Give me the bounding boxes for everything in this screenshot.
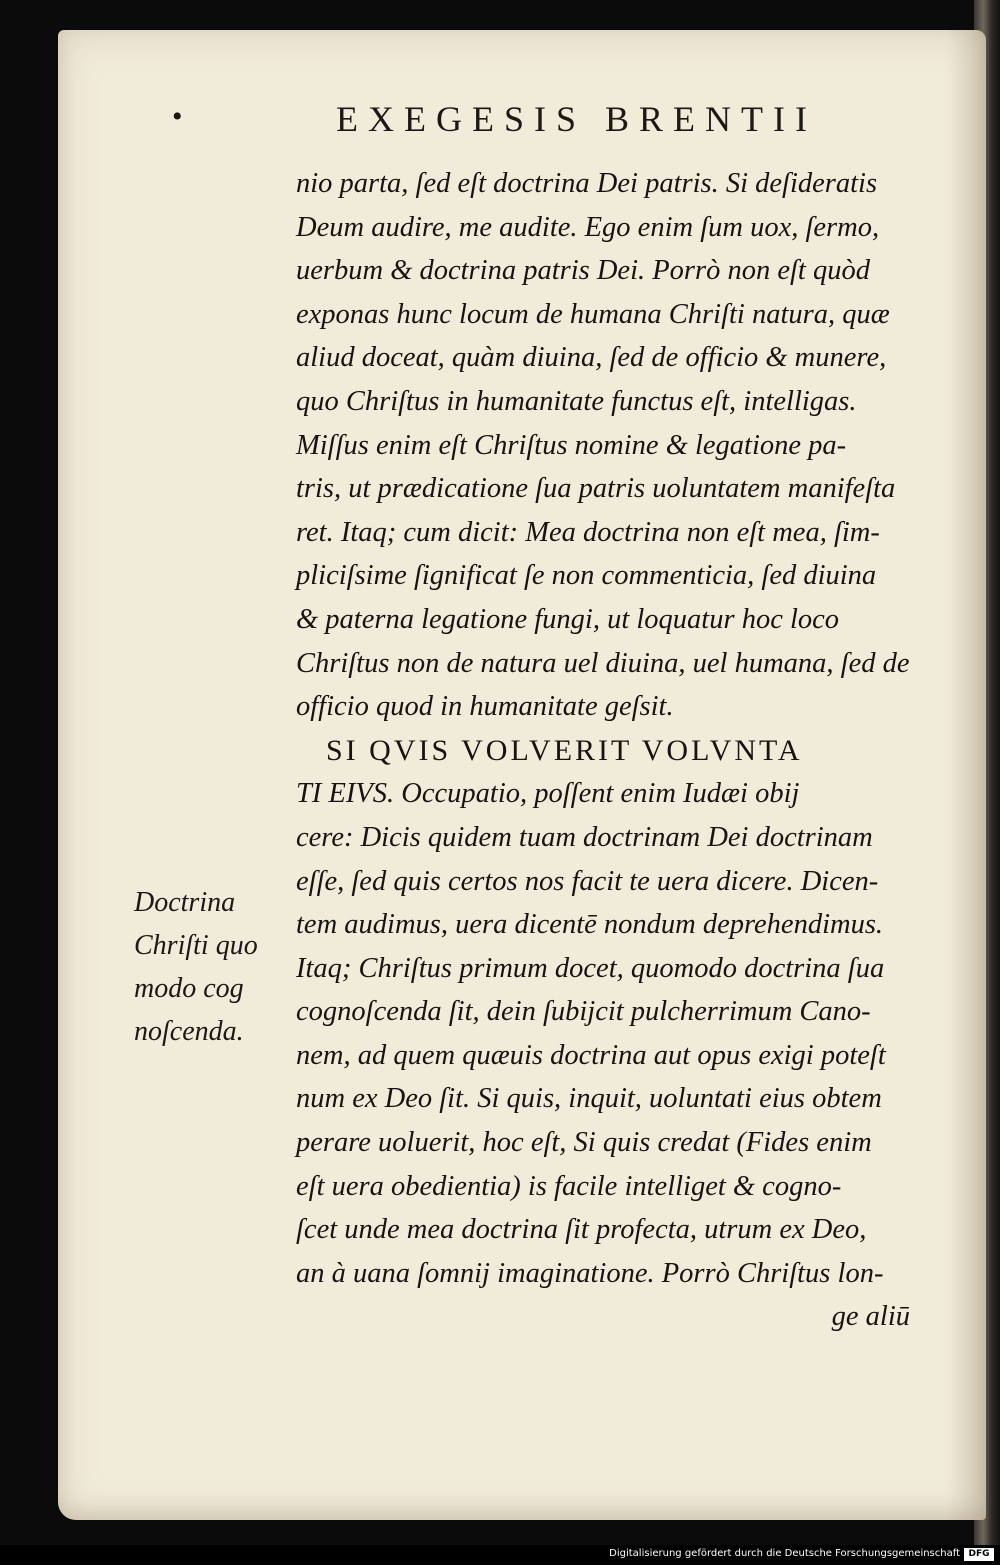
text-line: & paterna legatione fungi, ut loquatur hoc loco (296, 603, 840, 635)
text-line: eſt uera obedientia) is facile intelliget & cogno- (296, 1170, 842, 1202)
funding-credit: Digitalisierung gefördert durch die Deutsche Forschungsgemeinschaft (609, 1548, 960, 1559)
folio-mark: • (172, 100, 183, 133)
footer-bar (0, 1545, 1000, 1565)
marginal-note-line: noſcenda. (134, 1016, 244, 1047)
text-line: tem audimus, uera dicentē nondum deprehendimus. (296, 909, 884, 941)
text-line: uerbum & doctrina patris Dei. Porrò non eſt quòd (296, 255, 870, 287)
catchword: ge aliū (831, 1301, 910, 1333)
text-line: an à uana ſomnij imaginatione. Porrò Chriſtus lon- (296, 1257, 884, 1289)
text-line: nio parta, ſed eſt doctrina Dei patris. Si deſideratis (296, 168, 878, 199)
running-head: EXEGESIS BRENTII (336, 99, 817, 139)
text-line: nem, ad quem quæuis doctrina aut opus exigi poteſt (296, 1039, 886, 1071)
text-line: tris, ut prædicatione ſua patris uoluntatem manifeſta (296, 473, 896, 505)
text-line: cognoſcenda ſit, dein ſubijcit pulcherrimum Cano- (296, 996, 871, 1028)
text-line: quo Chriſtus in humanitate functus eſt, intelligas. (296, 385, 857, 417)
marginal-note-line: Chriſti quo (134, 930, 258, 961)
text-line: pliciſsime ſignificat ſe non commenticia, ſed diuina (296, 560, 877, 592)
text-line: perare uoluerit, hoc eſt, Si quis credat (Fides enim (296, 1127, 872, 1159)
main-text-block (296, 162, 916, 1339)
lemma-heading: SI QVIS VOLVERIT VOLVNTA (326, 733, 803, 767)
text-line: aliud doceat, quàm diuina, ſed de officio & munere, (296, 342, 887, 374)
text-line: Deum audire, me audite. Ego enim ſum uox, ſermo, (296, 211, 880, 243)
text-line: TI EIVS. Occupatio, poſſent enim Iudæi obij (296, 778, 800, 810)
text-line: Itaq; Chriſtus primum docet, quomodo doctrina ſua (296, 952, 885, 984)
marginal-note (134, 881, 258, 1053)
dfg-logo: DFG (964, 1548, 994, 1561)
text-line: Miſſus enim eſt Chriſtus nomine & legatione pa- (296, 429, 847, 461)
text-line: eſſe, ſed quis certos nos facit te uera dicere. Dicen- (296, 865, 879, 897)
marginal-note-line: modo cog (134, 973, 244, 1004)
text-line: cere: Dicis quidem tuam doctrinam Dei doctrinam (296, 821, 873, 853)
text-line: ret. Itaq; cum dicit: Mea doctrina non eſt mea, ſim- (296, 516, 880, 548)
text-line: ſcet unde mea doctrina ſit profecta, utrum ex Deo, (296, 1214, 867, 1246)
marginal-note-line: Doctrina (134, 887, 236, 918)
text-line: officio quod in humanitate geſsit. (296, 691, 674, 723)
text-line: exponas hunc locum de humana Chriſti natura, quæ (296, 298, 890, 330)
text-line: Chriſtus non de natura uel diuina, uel humana, ſed de (296, 647, 910, 679)
text-line: num ex Deo ſit. Si quis, inquit, uoluntati eius obtem (296, 1083, 882, 1115)
